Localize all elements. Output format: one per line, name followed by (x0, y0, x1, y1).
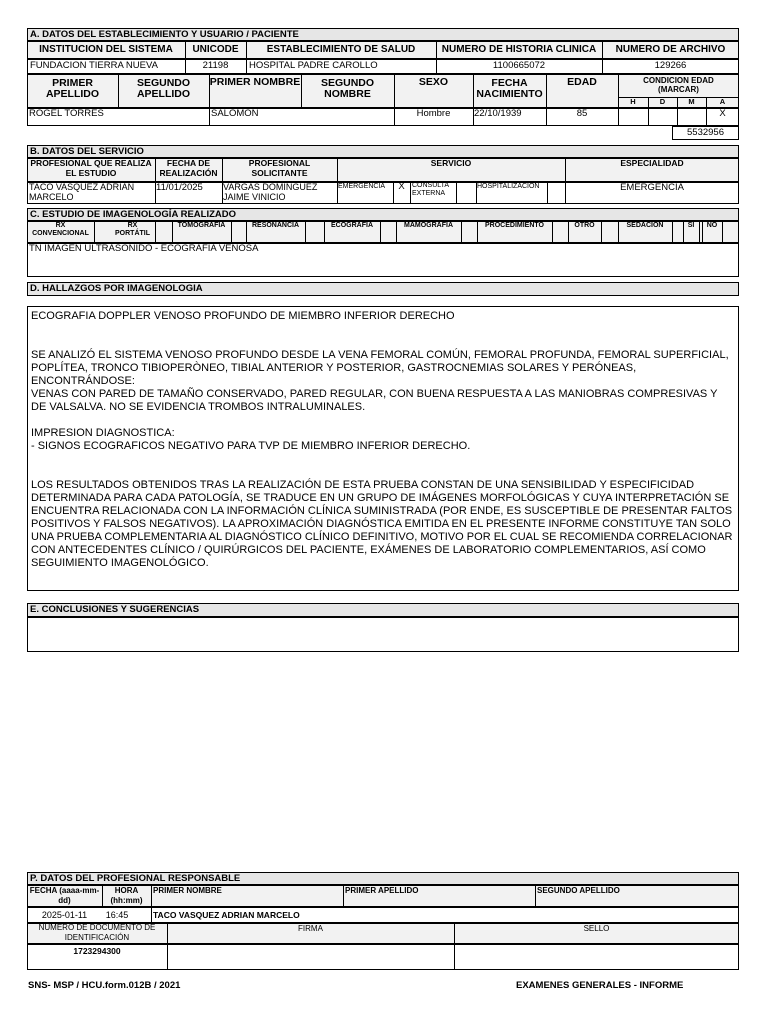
header-profesional-realiza: PROFESIONAL QUE REALIZA EL ESTUDIO (30, 158, 152, 178)
header-p-primer-apellido: PRIMER APELLIDO (345, 886, 419, 895)
header-cond-a: A (719, 98, 726, 106)
header-p-primer-nombre: PRIMER NOMBRE (153, 886, 222, 895)
emergencia-mark: X (398, 182, 405, 192)
header-rx-convencional: RX CONVENCIONAL (32, 222, 89, 237)
numero-archivo-value: 129266 (654, 61, 687, 71)
header-edad: EDAD (567, 77, 597, 87)
header-segundo-nombre: SEGUNDO NOMBRE (320, 78, 375, 100)
footer-form-code: SNS- MSP / HCU.form.012B / 2021 (28, 981, 181, 991)
hallazgos-analisis: SE ANALIZÓ EL SISTEMA VENOSO PROFUNDO DESDE LA VENA FEMORAL COMÚN, FEMORAL PROFUNDA, FEMORAL SUPERFICIAL, POPLÍTEA, TRONCO TIBIOPERÒNEO, TIBIAL ANTERIOR Y POSTERIOR, GASTROCNEMIAS SOLARES Y PERÓNEAS, ENCONTRÁNDOSE: (31, 349, 729, 387)
p-documento-value: 1723294300 (73, 946, 121, 956)
hallazgos-venas: VENAS CON PARED DE TAMAÑO CONSERVADO, PARED REGULAR, CON BUENA RESPUESTA A LAS MANIOBRAS COMPRESIVAS Y DE VALSALVA. NO SE EVIDENCIA TROMBOS INTRALUMINALES. (31, 388, 718, 413)
header-profesional-solicitante: PROFESIONAL SOLICITANTE (248, 158, 311, 178)
profesional-realiza-value: TACO VASQUEZ ADRIAN MARCELO (29, 182, 135, 202)
section-a-title: A. DATOS DEL ESTABLECIMIENTO Y USUARIO / PACIENTE (27, 28, 739, 41)
header-segundo-apellido: SEGUNDO APELLIDO (136, 78, 191, 100)
header-historia-clinica: NÚMERO DE HISTORIA CLÍNICA (441, 45, 597, 55)
consulta-externa-label: CONSULTA EXTERNA (412, 182, 449, 197)
header-cond-m: M (688, 98, 695, 106)
header-p-sello: SELLO (583, 924, 610, 933)
impresion-diagnostica-value: - SIGNOS ECOGRAFICOS NEGATIVO PARA TVP DE MIEMBRO INFERIOR DERECHO. (31, 440, 471, 452)
header-primer-nombre: PRIMER NOMBRE (209, 77, 301, 87)
header-numero-archivo: NÚMERO DE ARCHIVO (615, 45, 726, 55)
p-nombre-value: TACO VASQUEZ ADRIAN MARCELO (153, 910, 300, 920)
edad-value: 85 (576, 109, 588, 119)
header-establecimiento: ESTABLECIMIENTO DE SALUD (266, 45, 416, 55)
header-fecha-realizacion: FECHA DE REALIZACIÓN (159, 158, 218, 178)
section-e-title: E. CONCLUSIONES Y SUGERENCIAS (27, 603, 739, 617)
extra-number-value: 5532956 (687, 128, 724, 138)
p-hora-value: 16:45 (105, 910, 129, 920)
section-c-title: C. ESTUDIO DE IMAGENOLOGÍA REALIZADO (27, 208, 739, 221)
header-no: NO (706, 222, 718, 229)
header-sexo: SEXO (418, 77, 449, 87)
header-servicio: SERVICIO (430, 158, 472, 168)
primer-nombre-value: SALOMON (211, 109, 259, 119)
unicode-value: 21198 (202, 61, 229, 71)
especialidad-value: EMERGENCIA (620, 183, 684, 193)
header-p-hora: HORA (hh:mm) (110, 886, 143, 905)
section-b-title: B. DATOS DEL SERVICIO (27, 145, 739, 158)
header-p-fecha: FECHA (aaaa-mm-dd) (29, 886, 100, 905)
condicion-a-mark: X (719, 109, 726, 119)
hallazgos-text (31, 310, 733, 570)
hospitalizacion-label: HOSPITALIZACIÓN (477, 183, 540, 190)
historia-clinica-value: 1100665072 (492, 61, 546, 71)
emergencia-label: EMERGENCIA (338, 183, 386, 190)
fecha-nacimiento-value: 22/10/1939 (474, 109, 522, 119)
header-si: SI (687, 222, 695, 229)
header-procedimiento: PROCEDIMIENTO (485, 222, 544, 229)
header-p-segundo-apellido: SEGUNDO APELLIDO (537, 886, 620, 895)
header-condicion-edad: CONDICION EDAD (MARCAR) (643, 76, 714, 94)
sexo-value: Hombre (416, 109, 451, 119)
header-p-firma: FIRMA (298, 924, 323, 933)
footer-form-name: EXÁMENES GENERALES - INFORME (516, 981, 684, 991)
establecimiento-value: HOSPITAL PADRE CAROLLO (249, 61, 378, 71)
section-p-title: P. DATOS DEL PROFESIONAL RESPONSABLE (27, 872, 739, 885)
header-mamografia: MAMOGRAFÍA (404, 222, 453, 229)
impresion-diagnostica-label: IMPRESION DIAGNOSTICA: (31, 427, 175, 439)
estudio-value: TN IMAGEN ULTRASONIDO - ECOGRAFIA VENOSA (29, 244, 259, 254)
header-fecha-nacimiento: FECHA NACIMIENTO (476, 78, 543, 100)
header-unicode: UNICODE (192, 45, 239, 55)
header-resonancia: RESONANCIA (251, 222, 300, 229)
header-sedacion: SEDACIÓN (626, 222, 664, 229)
institucion-value: FUNDACION TIERRA NUEVA (30, 61, 158, 71)
header-cond-h: H (630, 98, 636, 106)
hallazgos-titulo: ECOGRAFIA DOPPLER VENOSO PROFUNDO DE MIEMBRO INFERIOR DERECHO (31, 310, 455, 322)
header-otro: OTRO (574, 222, 595, 229)
header-rx-portatil: RX PORTÁTIL (115, 222, 150, 237)
header-tomografia: TOMOGRAFÍA (177, 222, 226, 229)
conclusiones-box (27, 617, 739, 652)
fecha-realizacion-value: 11/01/2025 (156, 183, 203, 193)
header-especialidad: ESPECIALIDAD (620, 158, 684, 168)
hallazgos-disclaimer: LOS RESULTADOS OBTENIDOS TRAS LA REALIZACIÓN DE ESTA PRUEBA CONSTAN DE UNA SENSIBILIDAD Y ESPECIFICIDAD DETERMINADA PARA CADA PATOLOGÍA, SE TRADUCE EN UN GRUPO DE IMÁGENES MORFOLÓGICAS Y CUYA INTERPRETACIÓN SE ENCUENTRA RELACIONADA CON LA INFORMACIÓN CLÍNICA SUMINISTRADA (POR ENDE, ES SUSCEPTIBLE DE PRESENTAR FALTOS POSITIVOS Y FALSOS NEGATIVOS). LA APROXIMACIÓN DIAGNÓSTICA EMITIDA EN EL PRESENTE INFORME CONSTITUYE TAN SOLO UNA PRUEBA COMPLEMENTARIA AL DIAGNÓSTICO CLÍNICO DEFINITIVO, MOTIVO POR EL CUAL SE RECOMIENDA CORRELACIONAR CON ANTECEDENTES CLÍNICO / QUIRÚRGICOS DEL PACIENTE, EXÁMENES DE LABORATORIO COMPLEMENTARIOS, ASÍ COMO SEGUIMIENTO IMAGENOLÓGICO. (31, 479, 733, 569)
header-institucion: INSTITUCIÓN DEL SISTEMA (39, 45, 173, 55)
header-ecografia: ECOGRAFÍA (331, 222, 373, 229)
apellidos-value: ROGEL TORRES (29, 109, 104, 119)
profesional-solicitante-value: VARGAS DOMINGUEZ JAIME VINICIO (223, 182, 318, 202)
header-primer-apellido: PRIMER APELLIDO (45, 78, 100, 100)
section-d-title: D. HALLAZGOS POR IMAGENOLOGIA (27, 282, 739, 296)
header-cond-d: D (659, 98, 666, 106)
header-p-documento: NÚMERO DE DOCUMENTO DE IDENTIFICACIÓN (38, 923, 156, 942)
p-fecha-value: 2025-01-11 (41, 910, 88, 920)
